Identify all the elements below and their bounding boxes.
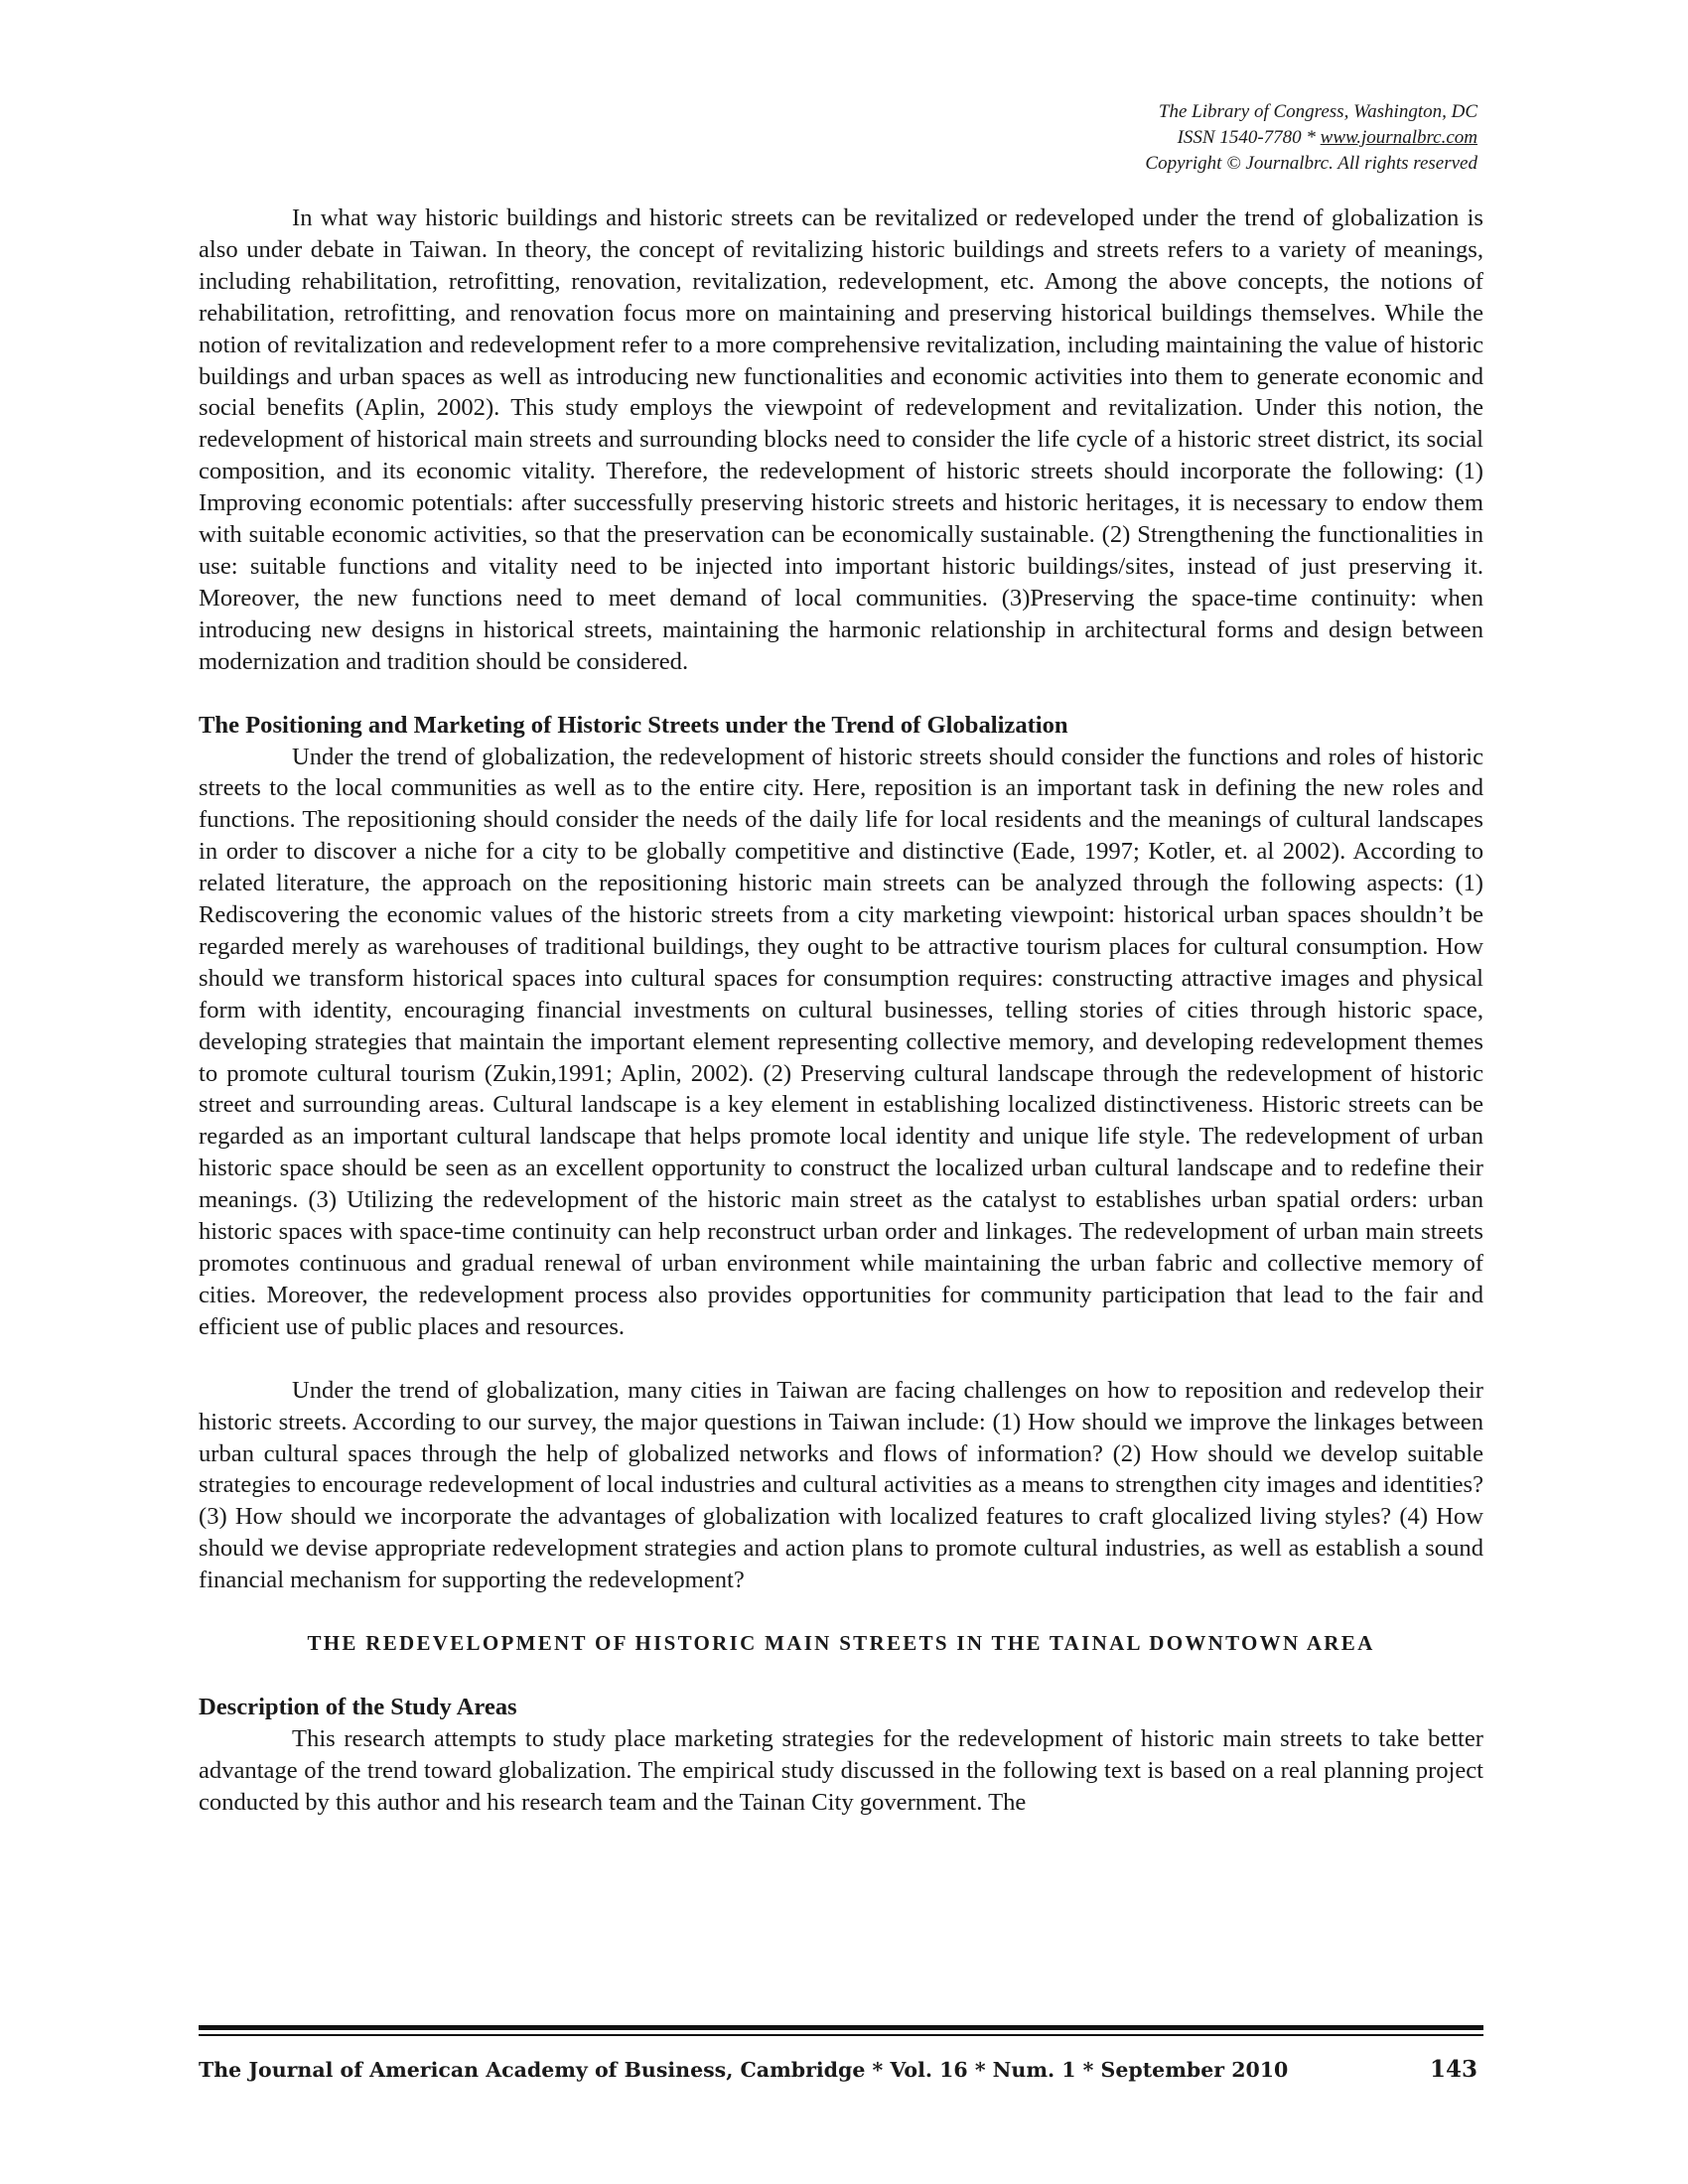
page-number: 143 bbox=[1430, 2056, 1478, 2083]
article-body bbox=[199, 203, 1483, 1819]
header-issn-line bbox=[1145, 125, 1477, 151]
page-header bbox=[1145, 99, 1477, 177]
heading-positioning-marketing: The Positioning and Marketing of Historic Streets under the Trend of Globalization bbox=[199, 711, 1068, 739]
header-copyright-line: Copyright © Journalbrc. All rights reserved bbox=[1145, 153, 1477, 174]
paragraph-revitalization: In what way historic buildings and historic streets can be revitalized or redeveloped under the trend of globalization is also under debate in Taiwan. In theory, the concept of revitalizing historic buildings and streets refers to a variety of meanings, including rehabilitation, retrofitting, renovation, revitalization, redevelopment, etc. Among the above concepts, the notions of rehabilitation, retrofitting, and renovation focus more on maintaining and preserving historical buildings themselves. While the notion of revitalization and redevelopment refer to a more comprehensive revitalization, including maintaining the value of historic buildings and urban spaces as well as introducing new functionalities and economic activities into them to generate economic and social benefits (Aplin, 2002). This study employs the viewpoint of redevelopment and revitalization. Under this notion, the redevelopment of historical main streets and surrounding blocks need to consider the life cycle of a historic street district, its social composition, and its economic vitality. Therefore, the redevelopment of historic streets should incorporate the following: (1) Improving economic potentials: after successfully preserving historic streets and historic heritages, it is necessary to endow them with suitable economic activities, so that the preservation can be economically sustainable. (2) Strengthening the functionalities in use: suitable functions and vitality need to be injected into important historic buildings/sites, instead of just preserving it. Moreover, the new functions need to meet demand of local communities. (3)Preserving the space-time continuity: when introducing new designs in historical streets, maintaining the harmonic relationship in architectural forms and design between modernization and tradition should be considered. bbox=[199, 205, 1483, 675]
header-website-link[interactable]: www.journalbrc.com bbox=[1320, 127, 1477, 148]
paragraph-study-description: This research attempts to study place marketing strategies for the redevelopment of historic main streets to take better advantage of the trend toward globalization. The empirical study discussed in the following text is based on a real planning project conducted by this author and his research team and the Tainan City government. The bbox=[199, 1724, 1483, 1816]
heading-study-areas: Description of the Study Areas bbox=[199, 1693, 517, 1720]
header-issn: ISSN 1540-7780 * bbox=[1177, 127, 1321, 148]
footer-rule-thick bbox=[199, 2025, 1483, 2030]
paragraph-repositioning: Under the trend of globalization, the redevelopment of historic streets should consider the functions and roles of historic streets to the local communities as well as to the entire city. Here, reposition is an important task in defining the new roles and functions. The repositioning should consider the needs of the daily life for local residents and the meanings of cultural landscapes in order to discover a niche for a city to be globally competitive and distinctive (Eade, 1997; Kotler, et. al 2002). According to related literature, the approach on the repositioning historic main streets can be analyzed through the following aspects: (1) Rediscovering the economic values of the historic streets from a city marketing viewpoint: historical urban spaces shouldn’t be regarded merely as warehouses of traditional buildings, they ought to be attractive tourism places for cultural consumption. How should we transform historical spaces into cultural spaces for consumption requires: constructing attractive images and physical form with identity, encouraging financial investments on cultural businesses, telling stories of cities through historic space, developing strategies that maintain the important element representing collective memory, and developing redevelopment themes to promote cultural tourism (Zukin,1991; Aplin, 2002). (2) Preserving cultural landscape through the redevelopment of historic street and surrounding areas. Cultural landscape is a key element in establishing localized distinctiveness. Historic streets can be regarded as an important cultural landscape that helps promote local identity and unique life style. The redevelopment of urban historic space should be seen as an excellent opportunity to construct the localized urban cultural landscape and to redefine their meanings. (3) Utilizing the redevelopment of the historic main street as the catalyst to establishes urban spatial orders: urban historic spaces with space-time continuity can help reconstruct urban order and linkages. The redevelopment of urban main streets promotes continuous and gradual renewal of urban environment while maintaining the urban fabric and collective memory of cities. Moreover, the redevelopment process also provides opportunities for community participation that lead to the fair and efficient use of public places and resources. bbox=[199, 743, 1483, 1340]
footer-journal-citation: The Journal of American Academy of Business, Cambridge * Vol. 16 * Num. 1 * September 2010 bbox=[199, 2058, 1289, 2082]
footer-rule-thin bbox=[199, 2034, 1483, 2036]
paragraph-taiwan-questions: Under the trend of globalization, many cities in Taiwan are facing challenges on how to reposition and redevelop their historic streets. According to our survey, the major questions in Taiwan include: (1) How should we improve the linkages between urban cultural spaces through the help of globalized networks and flows of information? (2) How should we develop suitable strategies to encourage redevelopment of local industries and cultural activities as a means to strengthen city images and identities? (3) How should we incorporate the advantages of globalization with localized features to craft glocalized living styles? (4) How should we devise appropriate redevelopment strategies and action plans to promote cultural industries, as well as establish a sound financial mechanism for supporting the redevelopment? bbox=[199, 1376, 1483, 1594]
section-title: THE REDEVELOPMENT OF HISTORIC MAIN STREETS IN THE TAINAL DOWNTOWN AREA bbox=[307, 1631, 1375, 1656]
header-library-line: The Library of Congress, Washington, DC bbox=[1158, 101, 1477, 122]
